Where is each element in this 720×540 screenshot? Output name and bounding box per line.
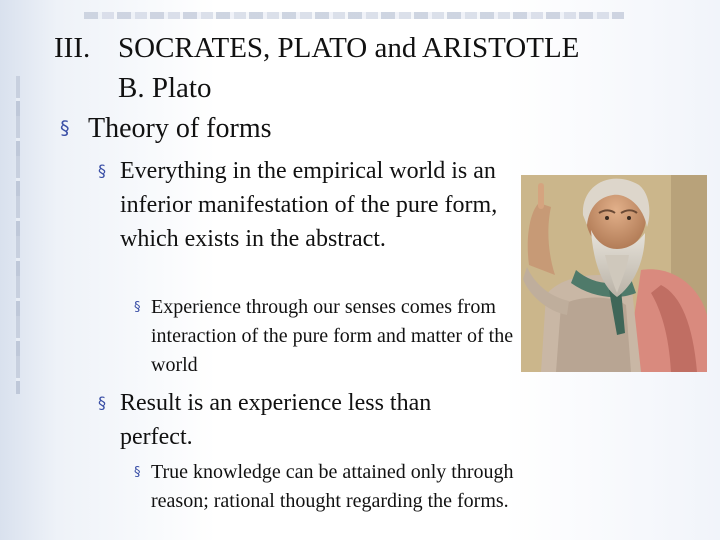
bullet-icon: § (134, 300, 141, 315)
point-1-sub (134, 293, 519, 380)
point-1 (98, 154, 508, 256)
plato-portrait-image (521, 175, 707, 372)
bullet-icon: § (98, 161, 106, 180)
bullet-icon: § (98, 393, 106, 412)
point-2-sub-text: True knowledge can be attained only through reason; rational thought regarding the forms. (151, 461, 514, 512)
bullet-icon: § (60, 117, 70, 139)
point-2-sub (134, 458, 519, 516)
point-1-sub-text: Experience through our senses comes from interaction of the pure form and matter of the world (151, 296, 514, 376)
top-decorative-rule (84, 12, 624, 19)
point-2 (98, 386, 508, 454)
left-decorative-rule (16, 76, 20, 394)
point-1-text: Everything in the empirical world is an inferior manifestation of the pure form, which exists in the abstract. (120, 158, 498, 252)
plato-portrait-icon (521, 175, 707, 372)
bullet-icon: § (134, 465, 141, 480)
topic-bullet (60, 112, 272, 145)
slide-subtitle: B. Plato (118, 72, 212, 104)
point-2-text: Result is an experience less than perfect. (120, 390, 432, 450)
topic-text: Theory of forms (88, 113, 272, 144)
section-title: SOCRATES, PLATO and ARISTOTLE (118, 32, 580, 64)
section-number: III. (54, 32, 91, 64)
slide-title (54, 31, 579, 65)
